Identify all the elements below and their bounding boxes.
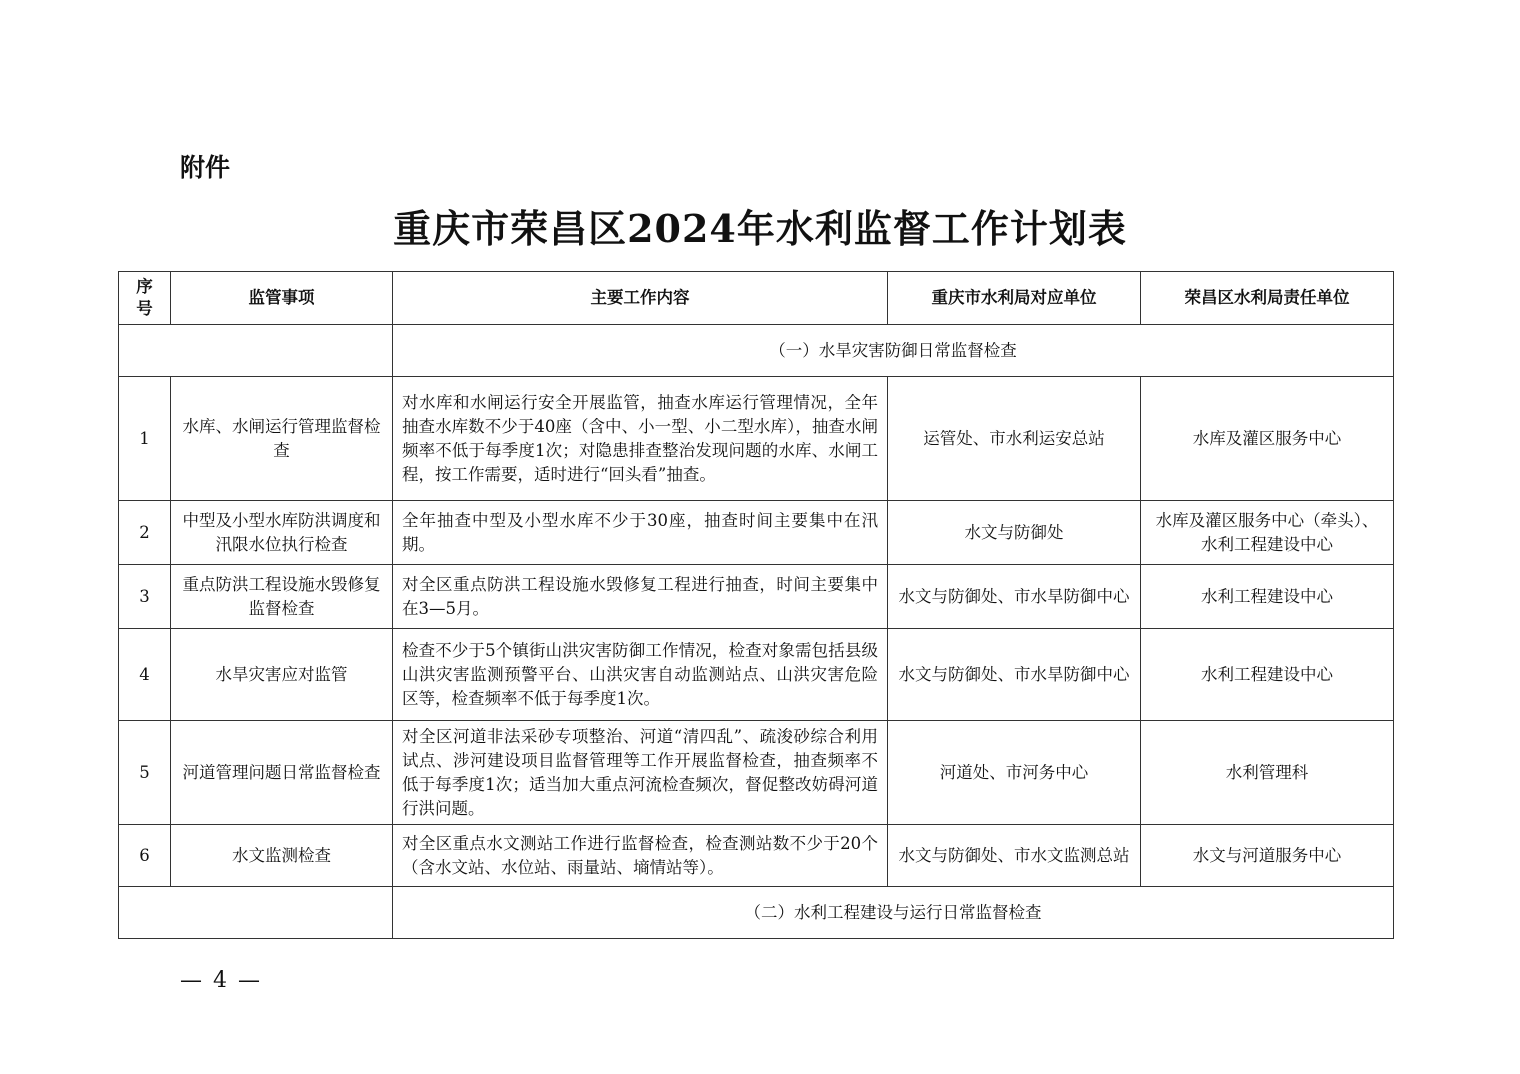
row-item: 水旱灾害应对监管 [171,629,393,721]
header-district-unit: 荣昌区水利局责任单位 [1141,272,1394,325]
row-city-unit: 运管处、市水利运安总站 [888,377,1141,501]
row-district-unit: 水利工程建设中心 [1141,565,1394,629]
row-content: 检查不少于5个镇街山洪灾害防御工作情况，检查对象需包括县级山洪灾害监测预警平台、山洪灾害自动监测站点、山洪灾害危险区等，检查频率不低于每季度1次。 [393,629,888,721]
row-district-unit: 水库及灌区服务中心（牵头）、水利工程建设中心 [1141,501,1394,565]
row-item: 重点防洪工程设施水毁修复监督检查 [171,565,393,629]
table-row [119,501,1394,565]
row-content: 对全区重点防洪工程设施水毁修复工程进行抽查，时间主要集中在3—5月。 [393,565,888,629]
header-seq: 序 号 [119,272,171,325]
header-city-unit: 重庆市水利局对应单位 [888,272,1141,325]
section-row [119,887,1394,939]
row-seq: 6 [119,825,171,887]
row-item: 水文监测检查 [171,825,393,887]
attachment-label: 附件 [180,153,231,182]
document-title: 重庆市荣昌区2024年水利监督工作计划表 [393,206,1127,251]
table-row [119,629,1394,721]
row-content: 全年抽查中型及小型水库不少于30座，抽查时间主要集中在汛期。 [393,501,888,565]
row-seq: 4 [119,629,171,721]
row-seq: 1 [119,377,171,501]
row-district-unit: 水利工程建设中心 [1141,629,1394,721]
row-seq: 5 [119,721,171,825]
section-title: （一）水旱灾害防御日常监督检查 [393,325,1394,377]
page-number: — 4 — [180,968,262,993]
row-district-unit: 水文与河道服务中心 [1141,825,1394,887]
header-content: 主要工作内容 [393,272,888,325]
row-content: 对全区重点水文测站工作进行监督检查，检查测站数不少于20个（含水文站、水位站、雨量站、墒情站等）。 [393,825,888,887]
row-item: 水库、水闸运行管理监督检查 [171,377,393,501]
section-blank-cell [119,887,393,939]
header-item: 监管事项 [171,272,393,325]
row-seq: 3 [119,565,171,629]
table-row [119,825,1394,887]
table-row [119,377,1394,501]
row-city-unit: 水文与防御处 [888,501,1141,565]
section-title: （二）水利工程建设与运行日常监督检查 [393,887,1394,939]
row-seq: 2 [119,501,171,565]
row-district-unit: 水利管理科 [1141,721,1394,825]
table-row [119,721,1394,825]
row-item: 中型及小型水库防洪调度和汛限水位执行检查 [171,501,393,565]
row-city-unit: 水文与防御处、市水旱防御中心 [888,629,1141,721]
row-city-unit: 水文与防御处、市水文监测总站 [888,825,1141,887]
section-row [119,325,1394,377]
row-content: 对水库和水闸运行安全开展监管，抽查水库运行管理情况，全年抽查水库数不少于40座（含中、小一型、小二型水库），抽查水闸频率不低于每季度1次；对隐患排查整治发现问题的水库、水闸工程，按工作需要，适时进行“回头看”抽查。 [393,377,888,501]
section-blank-cell [119,325,393,377]
table-header-row [119,272,1394,325]
row-city-unit: 水文与防御处、市水旱防御中心 [888,565,1141,629]
row-city-unit: 河道处、市河务中心 [888,721,1141,825]
row-district-unit: 水库及灌区服务中心 [1141,377,1394,501]
row-item: 河道管理问题日常监督检查 [171,721,393,825]
table-row [119,565,1394,629]
supervision-plan-table [118,271,1394,939]
row-content: 对全区河道非法采砂专项整治、河道“清四乱”、疏浚砂综合利用试点、涉河建设项目监督管理等工作开展监督检查，抽查频率不低于每季度1次；适当加大重点河流检查频次，督促整改妨碍河道行洪问题。 [393,721,888,825]
